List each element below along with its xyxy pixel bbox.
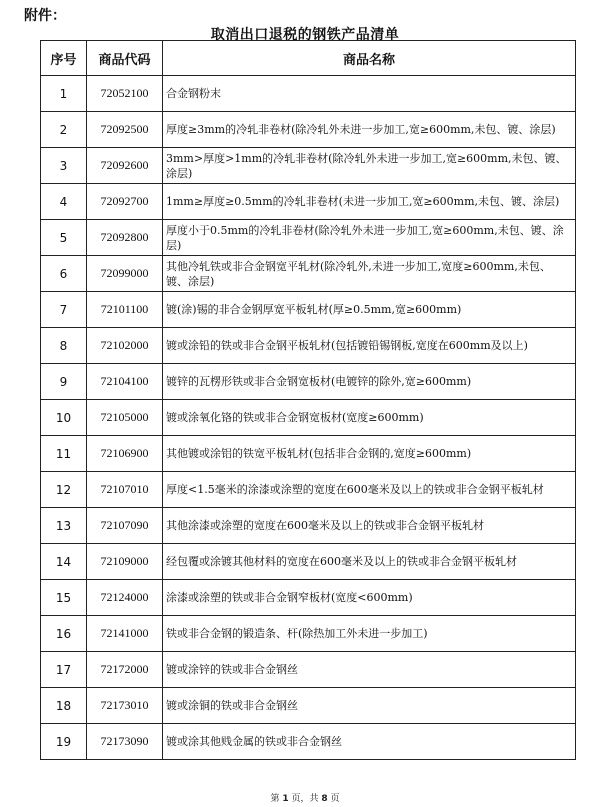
row-code: 72101100 [87, 292, 163, 328]
table-row [41, 76, 576, 112]
row-name: 镀或涂氧化铬的铁或非合金钢宽板材(宽度≥600mm) [163, 400, 576, 436]
footer-suffix: 页 [330, 794, 340, 804]
row-name: 其他镀或涂铝的铁宽平板轧材(包括非合金钢的,宽度≥600mm) [163, 436, 576, 472]
row-seq: 1 [41, 76, 87, 112]
table-row [41, 436, 576, 472]
row-seq: 12 [41, 472, 87, 508]
attachment-label: 附件： [24, 8, 66, 24]
row-seq: 10 [41, 400, 87, 436]
row-seq: 16 [41, 616, 87, 652]
page-footer [0, 791, 610, 804]
row-name: 3mm>厚度>1mm的冷轧非卷材(除冷轧外未进一步加工,宽≥600mm,未包、镀、涂层) [163, 148, 576, 184]
row-seq: 18 [41, 688, 87, 724]
row-code: 72102000 [87, 328, 163, 364]
row-code: 72052100 [87, 76, 163, 112]
footer-middle: 页，共 [291, 794, 319, 804]
row-code: 72099000 [87, 256, 163, 292]
row-code: 72124000 [87, 580, 163, 616]
column-header-code: 商品代码 [87, 41, 163, 76]
table-row [41, 724, 576, 760]
row-seq: 19 [41, 724, 87, 760]
row-code: 72092700 [87, 184, 163, 220]
row-code: 72107010 [87, 472, 163, 508]
table-row [41, 292, 576, 328]
row-code: 72105000 [87, 400, 163, 436]
footer-prefix: 第 [270, 794, 280, 804]
row-seq: 8 [41, 328, 87, 364]
column-header-name: 商品名称 [163, 41, 576, 76]
table-row [41, 652, 576, 688]
row-name: 厚度小于0.5mm的冷轧非卷材(除冷轧外未进一步加工,宽≥600mm,未包、镀、涂层) [163, 220, 576, 256]
row-seq: 4 [41, 184, 87, 220]
table-row [41, 256, 576, 292]
row-code: 72173010 [87, 688, 163, 724]
table-row [41, 508, 576, 544]
row-name: 涂漆或涂塑的铁或非合金钢窄板材(宽度<600mm) [163, 580, 576, 616]
row-seq: 6 [41, 256, 87, 292]
table-row [41, 148, 576, 184]
row-seq: 14 [41, 544, 87, 580]
row-code: 72172000 [87, 652, 163, 688]
row-name: 经包覆或涂镀其他材料的宽度在600毫米及以上的铁或非合金钢平板轧材 [163, 544, 576, 580]
table-row [41, 112, 576, 148]
total-pages-number: 8 [321, 794, 328, 804]
table-row [41, 580, 576, 616]
row-code: 72106900 [87, 436, 163, 472]
table-header-row [41, 41, 576, 76]
table-row [41, 688, 576, 724]
row-code: 72173090 [87, 724, 163, 760]
table-row [41, 616, 576, 652]
table-row [41, 184, 576, 220]
row-seq: 3 [41, 148, 87, 184]
row-name: 镀或涂锌的铁或非合金钢丝 [163, 652, 576, 688]
table-row [41, 544, 576, 580]
row-code: 72109000 [87, 544, 163, 580]
table-row [41, 400, 576, 436]
row-name: 合金钢粉末 [163, 76, 576, 112]
current-page-number: 1 [282, 794, 289, 804]
row-name: 1mm≥厚度≥0.5mm的冷轧非卷材(未进一步加工,宽≥600mm,未包、镀、涂层) [163, 184, 576, 220]
row-name: 厚度<1.5毫米的涂漆或涂塑的宽度在600毫米及以上的铁或非合金钢平板轧材 [163, 472, 576, 508]
row-seq: 11 [41, 436, 87, 472]
row-seq: 15 [41, 580, 87, 616]
row-seq: 13 [41, 508, 87, 544]
row-code: 72104100 [87, 364, 163, 400]
row-name: 镀锌的瓦楞形铁或非合金钢宽板材(电镀锌的除外,宽≥600mm) [163, 364, 576, 400]
table-row [41, 220, 576, 256]
row-name: 厚度≥3mm的冷轧非卷材(除冷轧外未进一步加工,宽≥600mm,未包、镀、涂层) [163, 112, 576, 148]
row-seq: 17 [41, 652, 87, 688]
column-header-seq: 序号 [41, 41, 87, 76]
document-title: 取消出口退税的钢铁产品清单 [210, 27, 400, 43]
row-code: 72092600 [87, 148, 163, 184]
row-name: 镀或涂其他贱金属的铁或非合金钢丝 [163, 724, 576, 760]
row-code: 72141000 [87, 616, 163, 652]
row-name: 镀或涂铅的铁或非合金钢平板轧材(包括镀铅锡钢板,宽度在600mm及以上) [163, 328, 576, 364]
row-seq: 7 [41, 292, 87, 328]
row-code: 72107090 [87, 508, 163, 544]
row-seq: 2 [41, 112, 87, 148]
row-name: 镀或涂铜的铁或非合金钢丝 [163, 688, 576, 724]
row-name: 铁或非合金钢的锻造条、杆(除热加工外未进一步加工) [163, 616, 576, 652]
product-table [40, 40, 576, 760]
row-name: 镀(涂)锡的非合金钢厚宽平板轧材(厚≥0.5mm,宽≥600mm) [163, 292, 576, 328]
row-seq: 5 [41, 220, 87, 256]
row-name: 其他涂漆或涂塑的宽度在600毫米及以上的铁或非合金钢平板轧材 [163, 508, 576, 544]
table-row [41, 328, 576, 364]
row-seq: 9 [41, 364, 87, 400]
row-code: 72092800 [87, 220, 163, 256]
row-code: 72092500 [87, 112, 163, 148]
table-row [41, 364, 576, 400]
table-row [41, 472, 576, 508]
row-name: 其他冷轧铁或非合金钢宽平轧材(除冷轧外,未进一步加工,宽度≥600mm,未包、镀、涂层) [163, 256, 576, 292]
